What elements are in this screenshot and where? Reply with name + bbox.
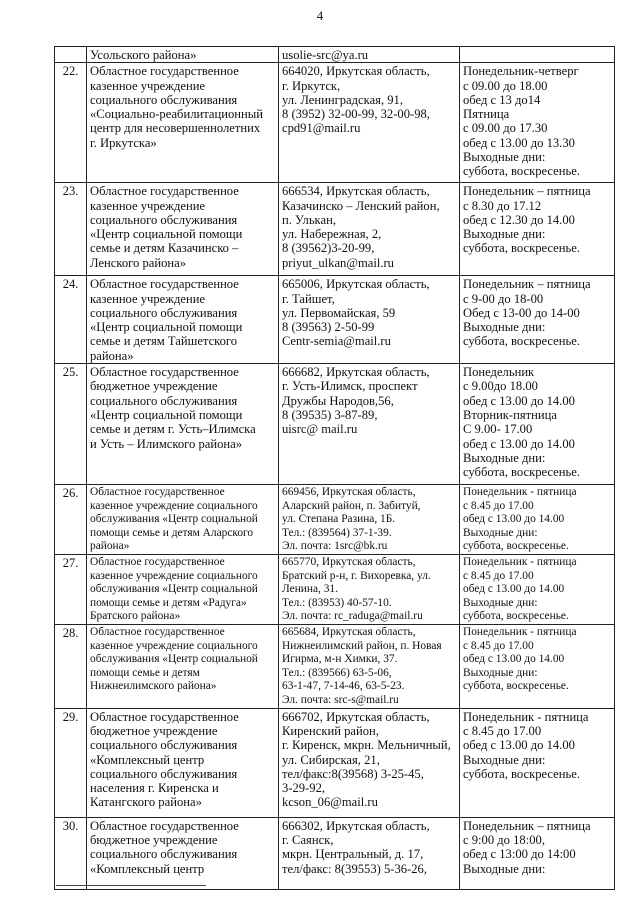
institution-address-line: Нижнеилимский район, п. Новая bbox=[282, 639, 442, 652]
institution-name-line: Областное государственное bbox=[90, 709, 239, 724]
institution-address-line: г. Иркутск, bbox=[282, 78, 341, 93]
institution-name-line: центр для несовершеннолетних bbox=[90, 121, 261, 136]
working-hours-line: Понедельник-четверг bbox=[463, 64, 579, 79]
working-hours-line: Понедельник – пятница bbox=[463, 277, 591, 292]
institution-address-line: 664020, Иркутская область, bbox=[282, 64, 430, 79]
institution-name-cell bbox=[87, 708, 279, 817]
institution-address-cell bbox=[279, 485, 460, 555]
institution-address-cell bbox=[279, 708, 460, 817]
row-number: 24. bbox=[55, 276, 87, 364]
working-hours-line: Выходные дни: bbox=[463, 150, 546, 165]
institution-name-line: помощи семье и детям Аларского bbox=[90, 526, 254, 539]
institution-name-line: казенное учреждение bbox=[90, 78, 206, 93]
working-hours-line: Выходные дни: bbox=[463, 320, 546, 335]
table-row bbox=[55, 183, 615, 276]
institution-name-line: района» bbox=[90, 540, 130, 553]
row-number: 30. bbox=[55, 817, 87, 889]
institution-name-line: социального обслуживания bbox=[90, 212, 238, 227]
institution-name-cell bbox=[87, 555, 279, 625]
working-hours-line: Выходные дни: bbox=[463, 752, 546, 767]
institution-address-line: Дружбы Народов,56, bbox=[282, 393, 394, 408]
institution-name-line: «Центр социальной помощи bbox=[90, 407, 243, 422]
institution-address-cell bbox=[279, 555, 460, 625]
institution-name-line: бюджетное учреждение bbox=[90, 379, 218, 394]
working-hours-line: Понедельник - пятница bbox=[463, 709, 589, 724]
institution-address-line: ул. Степана Разина, 1Б. bbox=[282, 513, 396, 526]
institution-address-cell bbox=[279, 183, 460, 276]
institution-address-line: Тел.: (839564) 37-1-39. bbox=[282, 526, 392, 539]
institution-name-line: Областное государственное bbox=[90, 64, 239, 79]
institution-address-line: Киренский район, bbox=[282, 723, 379, 738]
institution-name-line: «Комплексный центр bbox=[90, 861, 205, 876]
working-hours-line: Выходные дни: bbox=[463, 666, 538, 679]
institution-name-line: социального обслуживания bbox=[90, 738, 238, 753]
working-hours-line: Выходные дни: bbox=[463, 861, 546, 876]
working-hours-line: обед с 13.00 до 14.00 bbox=[463, 583, 565, 596]
working-hours-line: Выходные дни: bbox=[463, 526, 538, 539]
institution-address-line: 63-1-47, 7-14-46, 63-5-23. bbox=[282, 680, 405, 693]
institution-name-line: обслуживания «Центр социальной bbox=[90, 513, 258, 526]
institution-address-cell bbox=[279, 47, 460, 63]
institution-name-line: казенное учреждение bbox=[90, 198, 206, 213]
institution-name-cell bbox=[87, 625, 279, 709]
institution-address-line: 8 (3952) 32-00-99, 32-00-98, bbox=[282, 107, 430, 122]
institution-name-line: семье и детям Казачинско – bbox=[90, 241, 239, 256]
working-hours-line: Выходные дни: bbox=[463, 450, 546, 465]
working-hours-line: обед с 13:00 до 14:00 bbox=[463, 847, 576, 862]
working-hours-line: обед с 13 до14 bbox=[463, 92, 541, 107]
institution-name-line: «Комплексный центр bbox=[90, 752, 205, 767]
row-number: 25. bbox=[55, 364, 87, 485]
working-hours-line: Понедельник - пятница bbox=[463, 626, 577, 639]
institution-address-cell bbox=[279, 276, 460, 364]
table-row bbox=[55, 63, 615, 183]
institution-address-line: тел/факс:8(39568) 3-25-45, bbox=[282, 766, 424, 781]
working-hours-line: Понедельник bbox=[463, 365, 535, 380]
working-hours-cell bbox=[460, 63, 615, 183]
institution-address-line: 8 (39535) 3-87-89, bbox=[282, 407, 378, 422]
institutions-table bbox=[54, 46, 615, 890]
institution-name-cell bbox=[87, 364, 279, 485]
institution-address-line: 665770, Иркутская область, bbox=[282, 556, 416, 569]
institution-address-line: г. Тайшет, bbox=[282, 291, 335, 306]
institution-address-line: Аларский район, п. Забитуй, bbox=[282, 499, 421, 512]
institution-address-line: Эл. почта: 1src@bk.ru bbox=[282, 540, 388, 553]
working-hours-line: суббота, воскресенье. bbox=[463, 334, 580, 349]
footnote-divider bbox=[56, 885, 206, 886]
institution-address-cell bbox=[279, 625, 460, 709]
working-hours-line: Обед с 13-00 до 14-00 bbox=[463, 305, 580, 320]
table-row bbox=[55, 364, 615, 485]
working-hours-line: Выходные дни: bbox=[463, 596, 538, 609]
institution-address-line: Ленина, 31. bbox=[282, 583, 338, 596]
institution-address-line: ул. Ленинградская, 91, bbox=[282, 92, 403, 107]
institution-name-cell bbox=[87, 47, 279, 63]
institution-address-line: Тел.: (839566) 63-5-06, bbox=[282, 666, 392, 679]
institution-name-line: семье и детям г. Усть–Илимска bbox=[90, 422, 256, 437]
working-hours-line: суббота, воскресенье. bbox=[463, 164, 580, 179]
institution-name-line: помощи семье и детям «Радуга» bbox=[90, 596, 247, 609]
institution-name-line: казенное учреждение социального bbox=[90, 639, 258, 652]
institution-name-line: Областное государственное bbox=[90, 365, 239, 380]
institution-name-line: Областное государственное bbox=[90, 277, 239, 292]
institution-address-line: 8 (39562)3-20-99, bbox=[282, 241, 375, 256]
institution-address-line: г. Киренск, мкрн. Мельничный, bbox=[282, 738, 451, 753]
institution-name-line: обслуживания «Центр социальной bbox=[90, 583, 258, 596]
institution-address-line: usolie-src@ya.ru bbox=[282, 48, 369, 62]
institution-name-line: Областное государственное bbox=[90, 818, 239, 833]
institution-name-line: бюджетное учреждение bbox=[90, 832, 218, 847]
row-number bbox=[55, 47, 87, 63]
working-hours-line: обед с 13.00 до 14.00 bbox=[463, 653, 565, 666]
institution-name-line: бюджетное учреждение bbox=[90, 723, 218, 738]
working-hours-line: Пятница bbox=[463, 107, 510, 122]
working-hours-line: суббота, воскресенье. bbox=[463, 610, 569, 623]
institution-name-cell bbox=[87, 63, 279, 183]
table-row bbox=[55, 485, 615, 555]
institution-name-cell bbox=[87, 485, 279, 555]
working-hours-line: Понедельник – пятница bbox=[463, 184, 591, 199]
institution-name-line: семье и детям Тайшетского bbox=[90, 334, 238, 349]
working-hours-line: суббота, воскресенье. bbox=[463, 241, 580, 256]
institution-name-line: обслуживания «Центр социальной bbox=[90, 653, 258, 666]
institution-name-line: казенное учреждение социального bbox=[90, 569, 258, 582]
institution-name-line: «Центр социальной помощи bbox=[90, 320, 243, 335]
institution-address-line: uisrc@ mail.ru bbox=[282, 422, 358, 437]
institution-address-line: 666302, Иркутская область, bbox=[282, 818, 430, 833]
institution-name-line: социального обслуживания bbox=[90, 766, 238, 781]
institution-name-line: района» bbox=[90, 348, 134, 363]
working-hours-line: Понедельник - пятница bbox=[463, 486, 577, 499]
working-hours-cell bbox=[460, 47, 615, 63]
working-hours-line: с 9-00 до 18-00 bbox=[463, 291, 544, 306]
institution-name-line: Ленского района» bbox=[90, 255, 186, 270]
institution-name-line: г. Иркутска» bbox=[90, 135, 157, 150]
table-row bbox=[55, 817, 615, 889]
working-hours-line: суббота, воскресенье. bbox=[463, 766, 580, 781]
institution-address-line: ул. Сибирская, 21, bbox=[282, 752, 380, 767]
working-hours-line: суббота, воскресенье. bbox=[463, 465, 580, 480]
table-row bbox=[55, 625, 615, 709]
institution-name-cell bbox=[87, 276, 279, 364]
working-hours-line: обед с 12.30 до 14.00 bbox=[463, 212, 575, 227]
institution-address-line: Братский р-н, г. Вихоревка, ул. bbox=[282, 569, 431, 582]
working-hours-line: с 8.45 до 17.00 bbox=[463, 569, 534, 582]
working-hours-cell bbox=[460, 625, 615, 709]
institution-address-line: п. Улькан, bbox=[282, 212, 336, 227]
institution-name-line: социального обслуживания bbox=[90, 393, 238, 408]
row-number: 27. bbox=[55, 555, 87, 625]
institution-address-cell bbox=[279, 63, 460, 183]
working-hours-cell bbox=[460, 364, 615, 485]
institution-address-line: 666534, Иркутская область, bbox=[282, 184, 430, 199]
institution-address-line: 3-29-92, bbox=[282, 781, 326, 796]
institution-name-cell bbox=[87, 183, 279, 276]
institution-name-line: социального обслуживания bbox=[90, 847, 238, 862]
row-number: 28. bbox=[55, 625, 87, 709]
working-hours-cell bbox=[460, 183, 615, 276]
working-hours-line: с 09.00 до 18.00 bbox=[463, 78, 548, 93]
table-row bbox=[55, 708, 615, 817]
working-hours-cell bbox=[460, 276, 615, 364]
institution-name-line: Братского района» bbox=[90, 610, 181, 623]
institution-address-line: Centr-semia@mail.ru bbox=[282, 334, 391, 349]
institution-address-line: Эл. почта: rc_raduga@mail.ru bbox=[282, 610, 423, 623]
working-hours-cell bbox=[460, 485, 615, 555]
working-hours-line: суббота, воскресенье. bbox=[463, 680, 569, 693]
institution-name-line: «Социально-реабилитационный bbox=[90, 107, 263, 122]
row-number: 29. bbox=[55, 708, 87, 817]
working-hours-line: с 8.45 до 17.00 bbox=[463, 499, 534, 512]
institution-address-cell bbox=[279, 364, 460, 485]
table-row bbox=[55, 555, 615, 625]
institution-address-line: priyut_ulkan@mail.ru bbox=[282, 255, 394, 270]
institution-name-line: «Центр социальной помощи bbox=[90, 227, 243, 242]
working-hours-line: Понедельник – пятница bbox=[463, 818, 591, 833]
institution-address-line: 666702, Иркутская область, bbox=[282, 709, 430, 724]
working-hours-line: с 8.30 до 17.12 bbox=[463, 198, 542, 213]
institution-address-cell bbox=[279, 817, 460, 889]
institution-address-line: тел/факс: 8(39553) 5-36-26, bbox=[282, 861, 428, 876]
working-hours-cell bbox=[460, 817, 615, 889]
institution-name-line: Нижнеилимского района» bbox=[90, 680, 217, 693]
working-hours-line: с 9:00 до 18:00, bbox=[463, 832, 545, 847]
row-number: 26. bbox=[55, 485, 87, 555]
institution-name-line: Катангского района» bbox=[90, 795, 202, 810]
table-row bbox=[55, 47, 615, 63]
institution-address-line: 8 (39563) 2-50-99 bbox=[282, 320, 375, 335]
institution-name-line: казенное учреждение bbox=[90, 291, 206, 306]
institution-address-line: Игирма, м-н Химки, 37. bbox=[282, 653, 398, 666]
institution-address-line: г. Саянск, bbox=[282, 832, 334, 847]
working-hours-line: Выходные дни: bbox=[463, 227, 546, 242]
working-hours-line: обед с 13.00 до 14.00 bbox=[463, 436, 575, 451]
institution-name-line: помощи семье и детям bbox=[90, 666, 200, 679]
institution-address-line: ул. Набережная, 2, bbox=[282, 227, 382, 242]
institution-address-line: г. Усть-Илимск, проспект bbox=[282, 379, 418, 394]
page-number: 4 bbox=[316, 8, 324, 23]
working-hours-line: обед с 13.00 до 14.00 bbox=[463, 738, 575, 753]
working-hours-line: суббота, воскресенье. bbox=[463, 540, 569, 553]
institution-address-line: мкрн. Центральный, д. 17, bbox=[282, 847, 424, 862]
institution-name-line: казенное учреждение социального bbox=[90, 499, 258, 512]
table-row bbox=[55, 276, 615, 364]
institution-name-line: социального обслуживания bbox=[90, 92, 238, 107]
working-hours-cell bbox=[460, 708, 615, 817]
institution-name-line: Усольского района» bbox=[90, 48, 197, 62]
working-hours-line: с 8.45 до 17.00 bbox=[463, 639, 534, 652]
institution-address-line: 665684, Иркутская область, bbox=[282, 626, 416, 639]
working-hours-cell bbox=[460, 555, 615, 625]
institution-name-line: Областное государственное bbox=[90, 556, 225, 569]
row-number: 23. bbox=[55, 183, 87, 276]
institution-name-line: Областное государственное bbox=[90, 184, 239, 199]
institution-address-line: Тел.: (83953) 40-57-10. bbox=[282, 596, 392, 609]
institutions-table-body bbox=[55, 47, 615, 890]
institution-address-line: 669456, Иркутская область, bbox=[282, 486, 416, 499]
institution-name-cell bbox=[87, 817, 279, 889]
row-number: 22. bbox=[55, 63, 87, 183]
institution-name-line: Областное государственное bbox=[90, 626, 225, 639]
working-hours-line: Понедельник - пятница bbox=[463, 556, 577, 569]
working-hours-line: с 09.00 до 17.30 bbox=[463, 121, 548, 136]
institution-address-line: Эл. почта: src-s@mail.ru bbox=[282, 694, 399, 707]
working-hours-line: с 9.00до 18.00 bbox=[463, 379, 538, 394]
institution-name-line: населения г. Киренска и bbox=[90, 781, 219, 796]
institution-address-line: 666682, Иркутская область, bbox=[282, 365, 430, 380]
working-hours-line: обед с 13.00 до 13.30 bbox=[463, 135, 575, 150]
working-hours-line: обед с 13.00 до 14.00 bbox=[463, 513, 565, 526]
institution-name-line: и Усть – Илимского района» bbox=[90, 436, 243, 451]
institution-address-line: 665006, Иркутская область, bbox=[282, 277, 430, 292]
institution-address-line: Казачинско – Ленский район, bbox=[282, 198, 440, 213]
working-hours-line: С 9.00- 17.00 bbox=[463, 422, 533, 437]
institution-name-line: социального обслуживания bbox=[90, 305, 238, 320]
working-hours-line: с 8.45 до 17.00 bbox=[463, 723, 542, 738]
working-hours-line: обед с 13.00 до 14.00 bbox=[463, 393, 575, 408]
working-hours-line: Вторник-пятница bbox=[463, 407, 557, 422]
institution-name-line: Областное государственное bbox=[90, 486, 225, 499]
institution-address-line: kcson_06@mail.ru bbox=[282, 795, 378, 810]
institution-address-line: ул. Первомайская, 59 bbox=[282, 305, 396, 320]
institution-address-line: cpd91@mail.ru bbox=[282, 121, 361, 136]
